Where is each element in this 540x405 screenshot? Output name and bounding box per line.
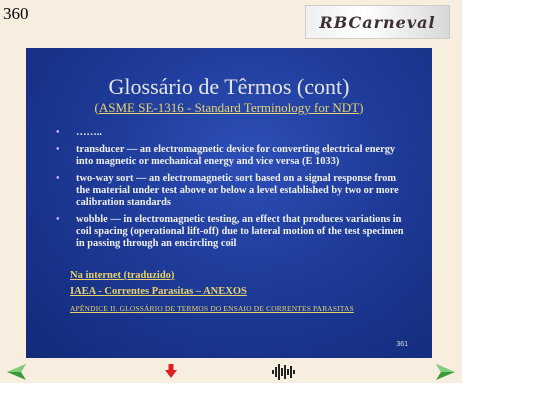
- bullet-text: wobble — in electromagnetic testing, an effect that produces variations in coil spacing (operational lift-off) due to lateral motion of the test specimen in passing through an encircling coil: [76, 214, 404, 249]
- bullet-icon: •: [56, 144, 60, 155]
- iaea-annex-link[interactable]: IAEA - Correntes Parasitas – ANEXOS: [70, 286, 247, 297]
- audio-button[interactable]: [271, 364, 297, 385]
- logo: RBCarneval: [305, 5, 450, 39]
- bullet-item: [56, 173, 411, 209]
- bullet-text: ……..: [76, 127, 102, 138]
- previous-slide-button[interactable]: [7, 364, 27, 385]
- bullet-item: [56, 144, 411, 168]
- slide-title: Glossário de Têrmos (cont): [108, 74, 350, 99]
- arrow-right-icon: [435, 364, 455, 380]
- bullet-list: [56, 127, 411, 255]
- down-button[interactable]: [165, 364, 177, 383]
- slide-subtitle: (ASME SE-1316 - Standard Terminology for NDT): [94, 100, 364, 115]
- bullet-icon: •: [56, 127, 60, 138]
- bullet-item: [56, 127, 411, 139]
- slide-number: 361: [396, 341, 408, 348]
- bullet-icon: •: [56, 214, 60, 225]
- arrow-left-icon: [7, 364, 27, 380]
- asme-link[interactable]: ASME SE-1316 - Standard Terminology for NDT: [98, 100, 360, 115]
- appendix-glossary-link[interactable]: APÊNDICE II. GLOSSÁRIO DE TERMOS DO ENSAIO DE CORRENTES PARASITAS: [70, 304, 354, 313]
- bullet-icon: •: [56, 173, 60, 184]
- bullet-item: [56, 214, 411, 250]
- bullet-text: two-way sort — an electromagnetic sort based on a signal response from the material under test above or below a level established by two or more calibration standards: [76, 173, 399, 208]
- page-number: 360: [3, 4, 29, 23]
- audio-waveform-icon: [271, 364, 297, 380]
- next-slide-button[interactable]: [435, 364, 455, 385]
- slide: [26, 48, 432, 358]
- internet-translated-link[interactable]: Na internet (traduzido): [70, 270, 175, 281]
- bullet-text: transducer — an electromagnetic device for converting electrical energy into magnetic or mechanical energy and vice versa (E 1033): [76, 144, 396, 167]
- arrow-down-icon: [165, 364, 177, 378]
